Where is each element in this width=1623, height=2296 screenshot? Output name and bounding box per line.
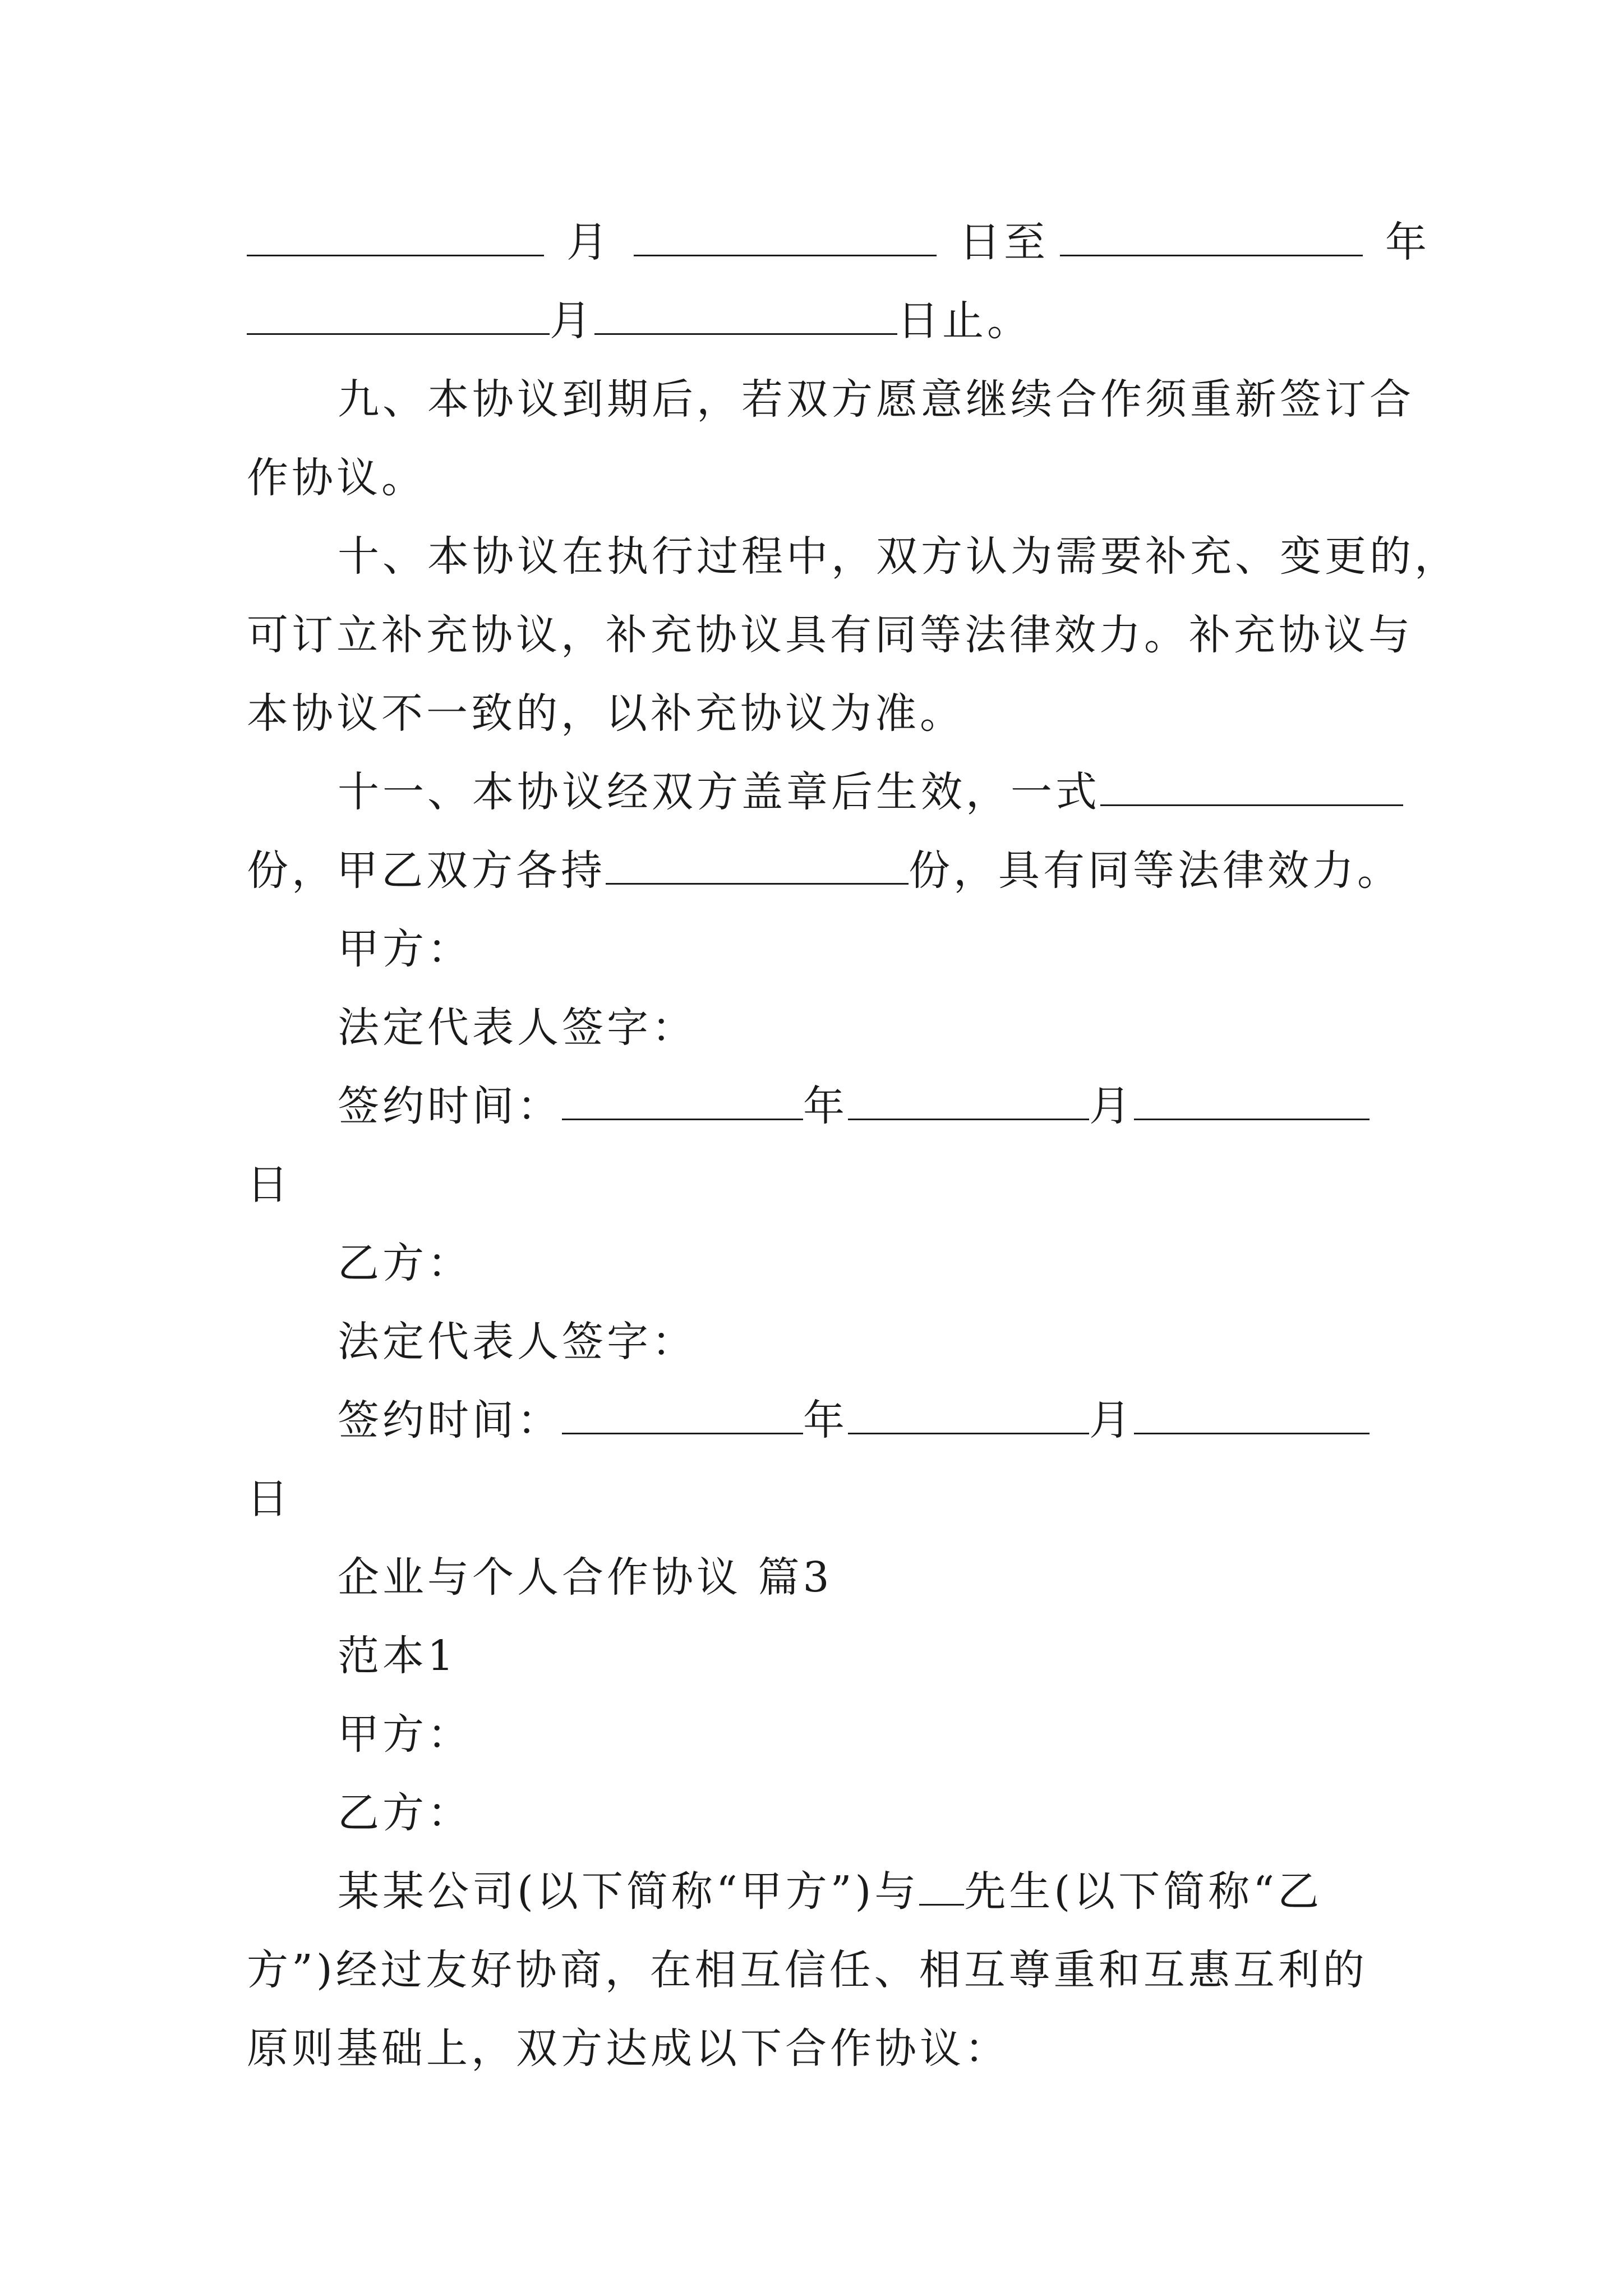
template-label: 范本1 bbox=[338, 1632, 458, 1680]
intro-line-1 bbox=[338, 1852, 1322, 1931]
section3-party-b: 乙方： bbox=[338, 1789, 472, 1837]
blank-field bbox=[247, 305, 550, 335]
clause-11-text: 份，具有同等法律效力。 bbox=[909, 846, 1402, 895]
blank-field bbox=[1100, 776, 1403, 806]
blank-field bbox=[1134, 1091, 1370, 1120]
intro-line-3: 原则基础上，双方达成以下合作协议： bbox=[247, 2024, 1009, 2073]
month-label: 月 bbox=[1089, 1082, 1134, 1130]
blank-field bbox=[562, 1091, 803, 1120]
section-title: 企业与个人合作协议 篇3 bbox=[338, 1553, 833, 1602]
intro-line-2: 方”)经过友好协商，在相互信任、相互尊重和互惠互利的 bbox=[247, 1946, 1368, 1994]
date-range-line-2 bbox=[247, 282, 1032, 360]
blank-field bbox=[562, 1405, 803, 1434]
clause-10-line-1: 十、本协议在执行过程中，双方认为需要补充、变更的， bbox=[338, 532, 1459, 581]
month-label: 月 bbox=[1089, 1396, 1134, 1444]
clause-11-text: 十一、本协议经双方盖章后生效，一式 bbox=[338, 768, 1100, 816]
party-a-day: 日 bbox=[247, 1161, 292, 1209]
party-a-sign-date bbox=[338, 1067, 1370, 1145]
clause-11-line-1 bbox=[338, 753, 1403, 831]
blank-field bbox=[848, 1091, 1089, 1120]
month-label: 月 bbox=[550, 297, 594, 345]
party-b-day: 日 bbox=[247, 1475, 292, 1523]
blank-field bbox=[634, 227, 937, 256]
sign-date-label: 签约时间： bbox=[338, 1082, 562, 1130]
day-to-label: 日至 bbox=[959, 218, 1049, 266]
year-label: 年 bbox=[803, 1082, 848, 1130]
party-b-label: 乙方： bbox=[338, 1239, 472, 1287]
day-end-label: 日止。 bbox=[897, 297, 1032, 345]
party-a-label: 甲方： bbox=[338, 925, 472, 973]
intro-text: 某某公司(以下简称“甲方”)与 bbox=[338, 1867, 920, 1916]
sign-date-label: 签约时间： bbox=[338, 1396, 562, 1444]
date-range-line-1 bbox=[247, 203, 1430, 282]
year-label: 年 bbox=[803, 1396, 848, 1444]
year-label: 年 bbox=[1385, 218, 1430, 266]
party-b-sign-date bbox=[338, 1381, 1370, 1460]
blank-field bbox=[247, 227, 544, 256]
clause-10-line-3: 本协议不一致的，以补充协议为准。 bbox=[247, 689, 965, 738]
month-label: 月 bbox=[566, 218, 611, 266]
section3-party-a: 甲方： bbox=[338, 1710, 472, 1759]
blank-field bbox=[848, 1405, 1089, 1434]
clause-11-line-2 bbox=[247, 831, 1402, 910]
blank-field bbox=[594, 305, 897, 335]
blank-field bbox=[919, 1876, 964, 1906]
blank-field bbox=[1134, 1405, 1370, 1434]
party-a-rep-sign: 法定代表人签字： bbox=[338, 1004, 697, 1052]
blank-field bbox=[606, 855, 909, 885]
clause-11-text: 份，甲乙双方各持 bbox=[247, 846, 606, 895]
clause-9-line-2: 作协议。 bbox=[247, 454, 426, 502]
clause-9-line-1: 九、本协议到期后，若双方愿意继续合作须重新签订合 bbox=[338, 375, 1414, 424]
intro-text: 先生(以下简称“乙 bbox=[964, 1867, 1323, 1916]
blank-field bbox=[1060, 227, 1363, 256]
clause-10-line-2: 可订立补充协议，补充协议具有同等法律效力。补充协议与 bbox=[247, 611, 1413, 659]
party-b-rep-sign: 法定代表人签字： bbox=[338, 1318, 697, 1366]
